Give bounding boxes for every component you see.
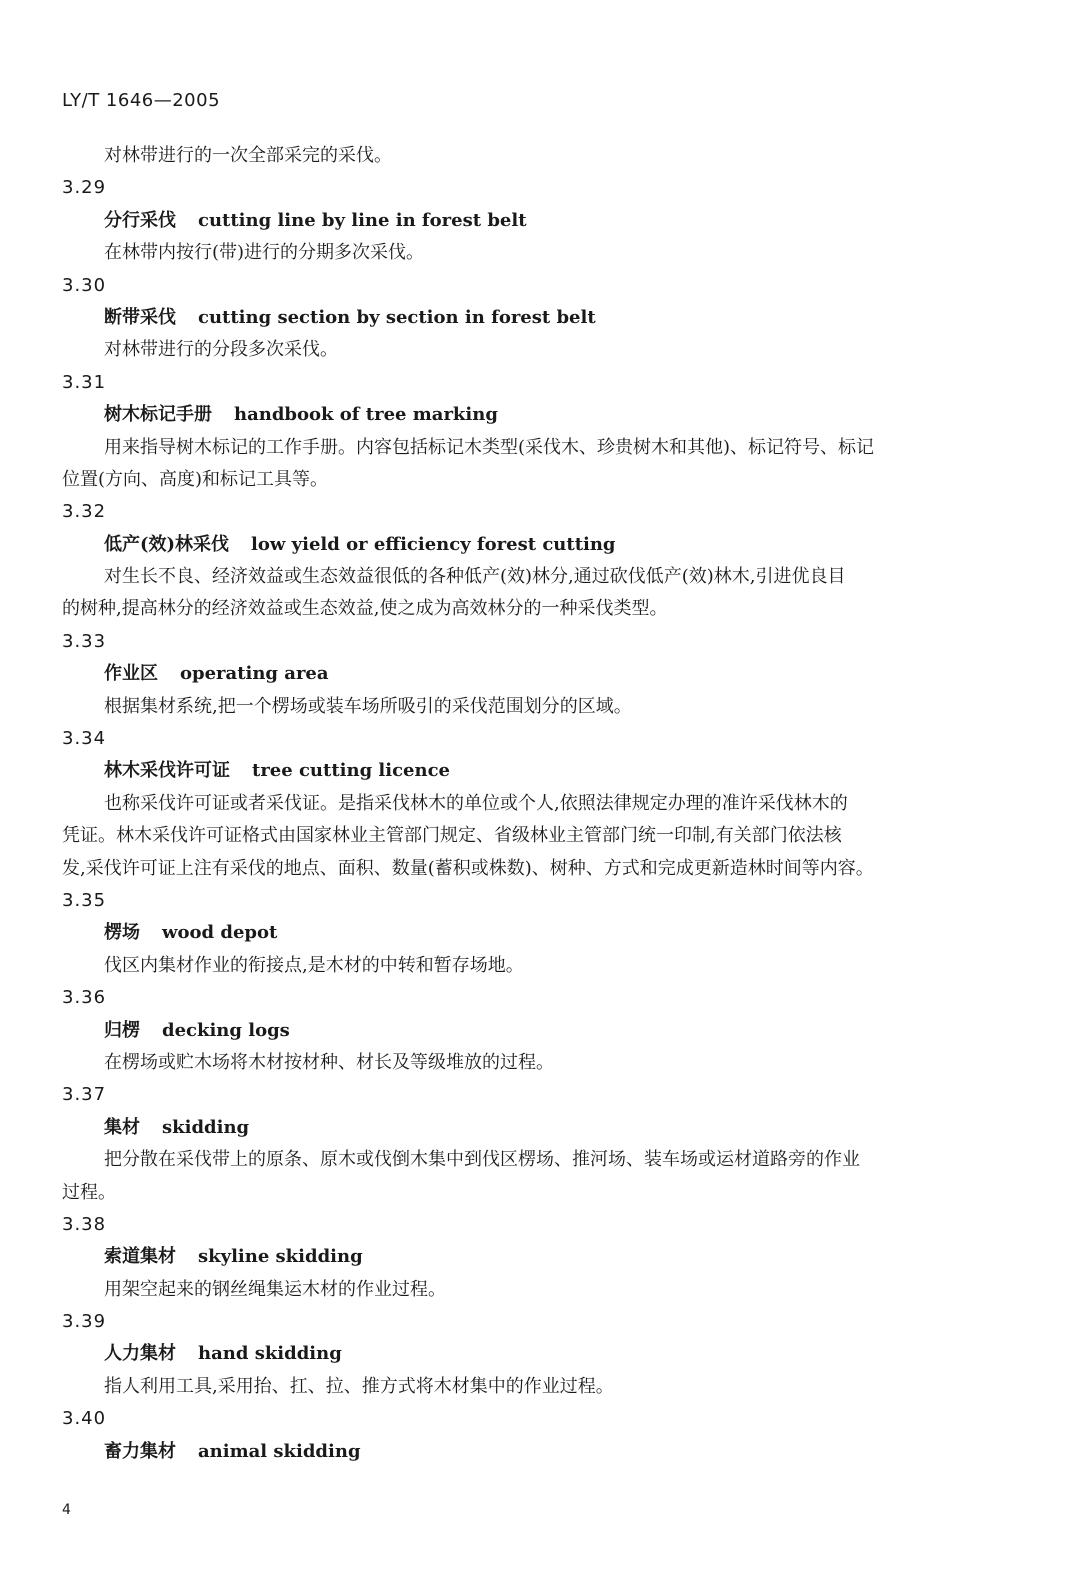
term-english: skyline skidding — [198, 1246, 363, 1268]
term-entry — [62, 1015, 982, 1047]
term-english: cutting line by line in forest belt — [198, 209, 527, 231]
definition-text: 在楞场或贮木场将木材按材种、材长及等级堆放的过程。 — [104, 1051, 554, 1073]
definition-text: 对林带进行的分段多次采伐。 — [104, 339, 338, 361]
definition-text: 发,采伐许可证上注有采伐的地点、面积、数量(蓄积或株数)、树种、方式和完成更新造林时间等内容。 — [62, 857, 874, 879]
term-chinese: 人力集材 — [104, 1343, 176, 1365]
definition-text: 也称采伐许可证或者采伐证。是指采伐林木的单位或个人,依照法律规定办理的准许采伐林木的 — [104, 792, 848, 814]
definition-text: 伐区内集材作业的衔接点,是木材的中转和暂存场地。 — [104, 954, 524, 976]
term-entry — [62, 917, 982, 949]
term-entry — [62, 399, 982, 431]
clause-number: 3.32 — [62, 501, 107, 523]
term-chinese: 分行采伐 — [104, 209, 176, 231]
document-body — [62, 140, 982, 1468]
definition-text: 过程。 — [62, 1181, 116, 1203]
term-english: hand skidding — [198, 1343, 342, 1365]
term-entry — [62, 1338, 982, 1370]
clause-number: 3.39 — [62, 1311, 107, 1333]
term-english: operating area — [180, 663, 329, 685]
term-entry — [62, 1436, 982, 1468]
definition-text: 把分散在采伐带上的原条、原木或伐倒木集中到伐区楞场、推河场、装车场或运材道路旁的作业 — [104, 1149, 860, 1171]
clause-number: 3.37 — [62, 1084, 107, 1106]
term-english: skidding — [162, 1116, 250, 1138]
term-entry — [62, 302, 982, 334]
definition-text: 用架空起来的钢丝绳集运木材的作业过程。 — [104, 1278, 446, 1300]
term-chinese: 索道集材 — [104, 1246, 176, 1268]
definition-text: 凭证。林木采伐许可证格式由国家林业主管部门规定、省级林业主管部门统一印制,有关部门依法核 — [62, 825, 842, 847]
page-number: 4 — [62, 1502, 71, 1518]
term-english: animal skidding — [198, 1440, 361, 1462]
definition-text: 位置(方向、高度)和标记工具等。 — [62, 468, 329, 490]
term-english: cutting section by section in forest belt — [198, 306, 596, 328]
term-chinese: 集材 — [104, 1116, 140, 1138]
term-chinese: 林木采伐许可证 — [104, 760, 230, 782]
definition-text: 用来指导树木标记的工作手册。内容包括标记木类型(采伐木、珍贵树木和其他)、标记符号、标记 — [104, 436, 875, 458]
term-entry — [62, 755, 982, 787]
definition-text: 指人利用工具,采用抬、扛、拉、推方式将木材集中的作业过程。 — [104, 1375, 614, 1397]
clause-number: 3.34 — [62, 728, 107, 750]
term-chinese: 楞场 — [104, 922, 140, 944]
term-chinese: 畜力集材 — [104, 1440, 176, 1462]
definition-text: 对生长不良、经济效益或生态效益很低的各种低产(效)林分,通过砍伐低产(效)林木,引进优良目 — [104, 566, 846, 588]
term-entry — [62, 529, 982, 561]
clause-number: 3.30 — [62, 274, 107, 296]
term-english: low yield or efficiency forest cutting — [251, 533, 616, 555]
term-chinese: 低产(效)林采伐 — [104, 533, 230, 555]
term-entry — [62, 1241, 982, 1273]
clause-number: 3.33 — [62, 630, 107, 652]
standard-code: LY/T 1646—2005 — [62, 90, 221, 111]
definition-text: 对林带进行的一次全部采完的采伐。 — [104, 145, 392, 166]
clause-number: 3.40 — [62, 1408, 107, 1430]
term-english: handbook of tree marking — [234, 404, 498, 426]
clause-number: 3.35 — [62, 889, 107, 911]
term-entry — [62, 205, 982, 237]
definition-text: 的树种,提高林分的经济效益或生态效益,使之成为高效林分的一种采伐类型。 — [62, 598, 668, 620]
term-english: wood depot — [162, 922, 278, 944]
term-entry — [62, 1112, 982, 1144]
term-english: tree cutting licence — [252, 760, 451, 782]
term-entry — [62, 658, 982, 690]
term-chinese: 断带采伐 — [104, 306, 176, 328]
clause-number: 3.31 — [62, 371, 107, 393]
clause-number: 3.29 — [62, 177, 107, 199]
clause-number: 3.36 — [62, 987, 107, 1009]
definition-text: 根据集材系统,把一个楞场或装车场所吸引的采伐范围划分的区域。 — [104, 695, 632, 717]
term-chinese: 作业区 — [104, 663, 158, 685]
term-english: decking logs — [162, 1019, 290, 1041]
definition-text: 在林带内按行(带)进行的分期多次采伐。 — [104, 242, 425, 264]
term-chinese: 树木标记手册 — [104, 404, 212, 426]
clause-number: 3.38 — [62, 1213, 107, 1235]
term-chinese: 归楞 — [104, 1019, 140, 1041]
